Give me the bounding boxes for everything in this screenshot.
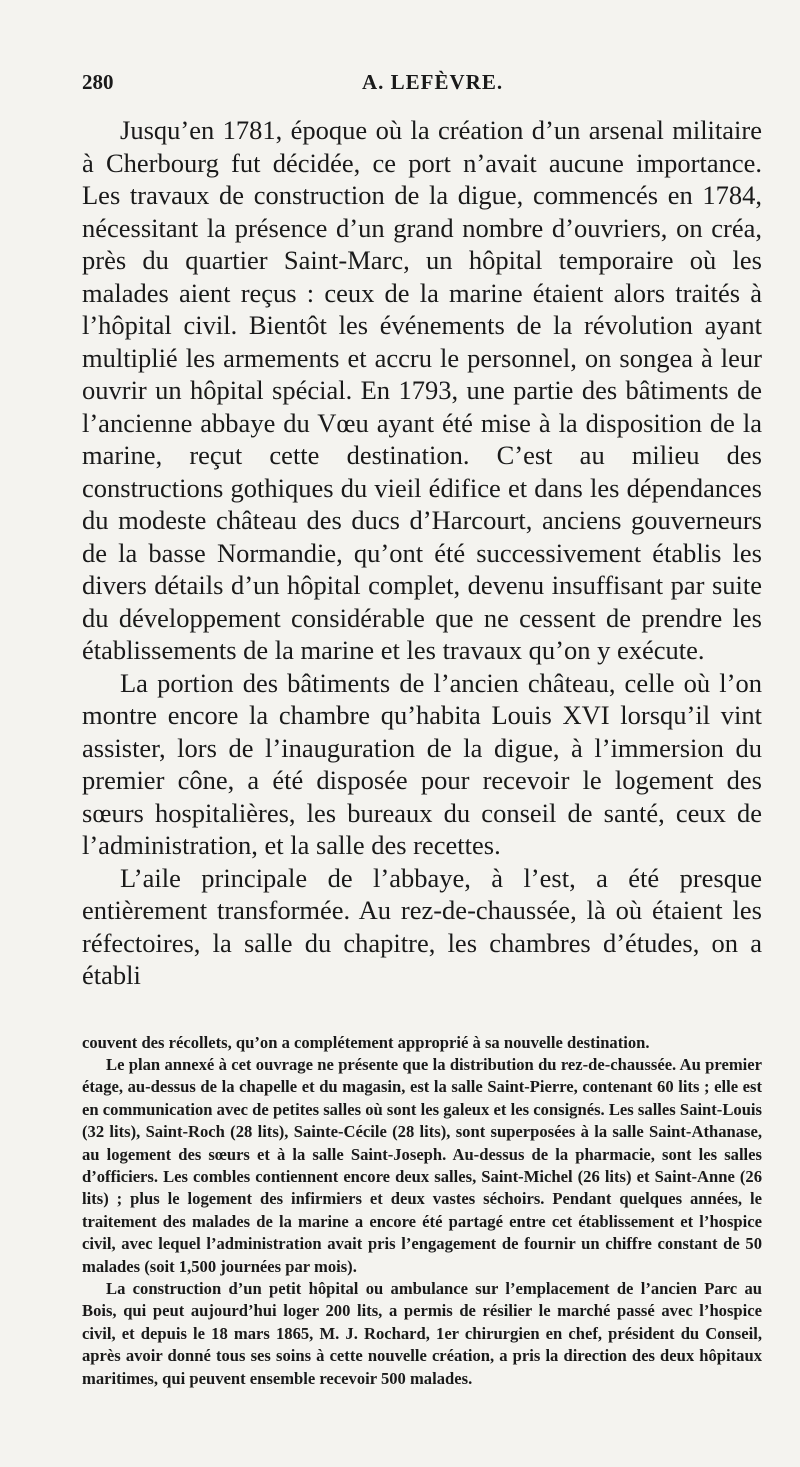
footnote-paragraph: Le plan annexé à cet ouvrage ne présente que la distribution du rez-de-chaussée. Au premier étage, au-dessus de la chapelle et du magasin, est la salle Saint-Pierre, contenant 60 lits ; elle est en communication avec de petites salles où sont les galeux et les consignés. Les salles Saint-Louis (32 lits), Saint-Roch (28 lits), Sainte-Cécile (28 lits), sont superposées à la salle Saint-Athanase, au logement des sœurs et à la salle Saint-Joseph. Au-dessus de la pharmacie, sont les salles d’officiers. Les combles contiennent encore deux salles, Saint-Michel (26 lits) et Saint-Anne (26 lits) ; plus le logement des infirmiers et deux vastes séchoirs. Pendant quelques années, le traitement des malades de la marine a encore été partagé entre cet établissement et l’hospice civil, avec lequel l’administration avait pris l’engagement de fournir un chiffre constant de 50 malades (soit 1,500 journées par mois). [82, 1054, 762, 1276]
page-number: 280 [82, 70, 114, 94]
body-paragraph: La portion des bâtiments de l’ancien château, celle où l’on montre encore la chambre qu’habita Louis XVI lorsqu’il vint assister, lors de l’inauguration de la digue, à l’immersion du premier cône, a été disposée pour recevoir le logement des sœurs hospitalières, les bureaux du conseil de santé, ceux de l’administration, et la salle des recettes. [82, 667, 762, 860]
footnote-paragraph: La construction d’un petit hôpital ou ambulance sur l’emplacement de l’ancien Parc au Bois, qui peut aujourd’hui loger 200 lits, a permis de résilier le marché passé avec l’hospice civil, et depuis le 18 mars 1865, M. J. Rochard, 1er chirurgien en chef, président du Conseil, après avoir donné tous ses soins à cette nouvelle création, a pris la direction des deux hôpitaux maritimes, qui peuvent ensemble recevoir 500 malades. [82, 1278, 762, 1388]
body-paragraph: Jusqu’en 1781, époque où la création d’un arsenal militaire à Cherbourg fut décidée, ce port n’avait aucune importance. Les travaux de construction de la digue, commencés en 1784, nécessitant la présence d’un grand nombre d’ouvriers, on créa, près du quartier Saint-Marc, un hôpital temporaire où les malades aient reçus : ceux de la marine étaient alors traités à l’hôpital civil. Bientôt les événements de la révolution ayant multiplié les armements et accru le personnel, on songea à leur ouvrir un hôpital spécial. En 1793, une partie des bâtiments de l’ancienne abbaye du Vœu ayant été mise à la disposition de la marine, reçut cette destination. C’est au milieu des constructions gothiques du vieil édifice et dans les dépendances du modeste château des ducs d’Harcourt, anciens gouverneurs de la basse Normandie, qu’ont été successivement établis les divers détails d’un hôpital complet, devenu insuffisant par suite du développement considérable que ne cessent de prendre les établissements de la marine et les travaux qu’on y exécute. [82, 115, 762, 665]
body-paragraph: L’aile principale de l’abbaye, à l’est, a été presque entièrement transformée. Au rez-de-chaussée, là où étaient les réfectoires, la salle du chapitre, les chambres d’études, on a établi [82, 862, 762, 990]
main-text [82, 114, 762, 992]
running-head-author: A. LEFÈVRE. [362, 70, 504, 94]
footnotes [82, 1032, 762, 1391]
footnote-continuation: couvent des récollets, qu’on a complétement approprié à sa nouvelle destination. [82, 1032, 650, 1052]
running-head [82, 70, 762, 114]
